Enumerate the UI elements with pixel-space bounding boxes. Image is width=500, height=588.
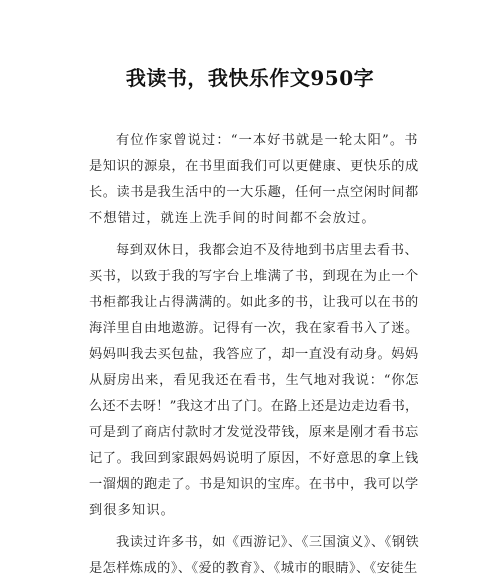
text-line: 是怎样炼成的》、《爱的教育》、《城市的眼睛》、《安徒生 [89, 561, 418, 576]
text-line: 我读过许多书，如《西游记》、《三国演义》、《钢铁 [116, 535, 420, 550]
text-line: 书柜都我让占得满满的。如此多的书，让我可以在书的 [89, 295, 419, 310]
paragraph-1 [89, 128, 419, 232]
text-line: 记了。我回到家跟妈妈说明了原因，不好意思的拿上钱 [89, 451, 419, 466]
text-line: 每到双休日，我都会迫不及待地到书店里去看书、 [116, 243, 419, 258]
text-line: 么还不去呀！”我这才出了门。在路上还是边走边看书， [89, 399, 419, 414]
text-line: 可是到了商店付款时才发觉没带钱，原来是刚才看书忘 [89, 425, 419, 440]
document-body [89, 128, 419, 588]
paragraph-2 [89, 238, 419, 524]
text-line: 海洋里自由地遨游。记得有一次，我在家看书入了迷。 [89, 321, 419, 336]
text-line: 从厨房出来，看见我还在看书，生气地对我说：“你怎 [89, 373, 420, 388]
text-line: 长。读书是我生活中的一大乐趣，任何一点空闲时间都 [89, 185, 419, 200]
text-line: 到很多知识。 [89, 503, 176, 518]
text-line: 妈妈叫我去买包盐，我答应了，却一直没有动身。妈妈 [89, 347, 419, 362]
text-line: 有位作家曾说过：“一本好书就是一轮太阳”。书 [116, 133, 419, 148]
paragraph-3 [89, 530, 419, 582]
text-line: 买书，以致于我的写字台上堆满了书，到现在为止一个 [89, 269, 419, 284]
text-line: 不想错过，就连上洗手间的时间都不会放过。 [89, 211, 376, 226]
document-title: 我读书，我快乐作文950字 [125, 66, 375, 90]
text-line: 一溜烟的跑走了。书是知识的宝库。在书中，我可以学 [89, 477, 419, 492]
text-line: 是知识的源泉，在书里面我们可以更健康、更快乐的成 [89, 159, 419, 174]
